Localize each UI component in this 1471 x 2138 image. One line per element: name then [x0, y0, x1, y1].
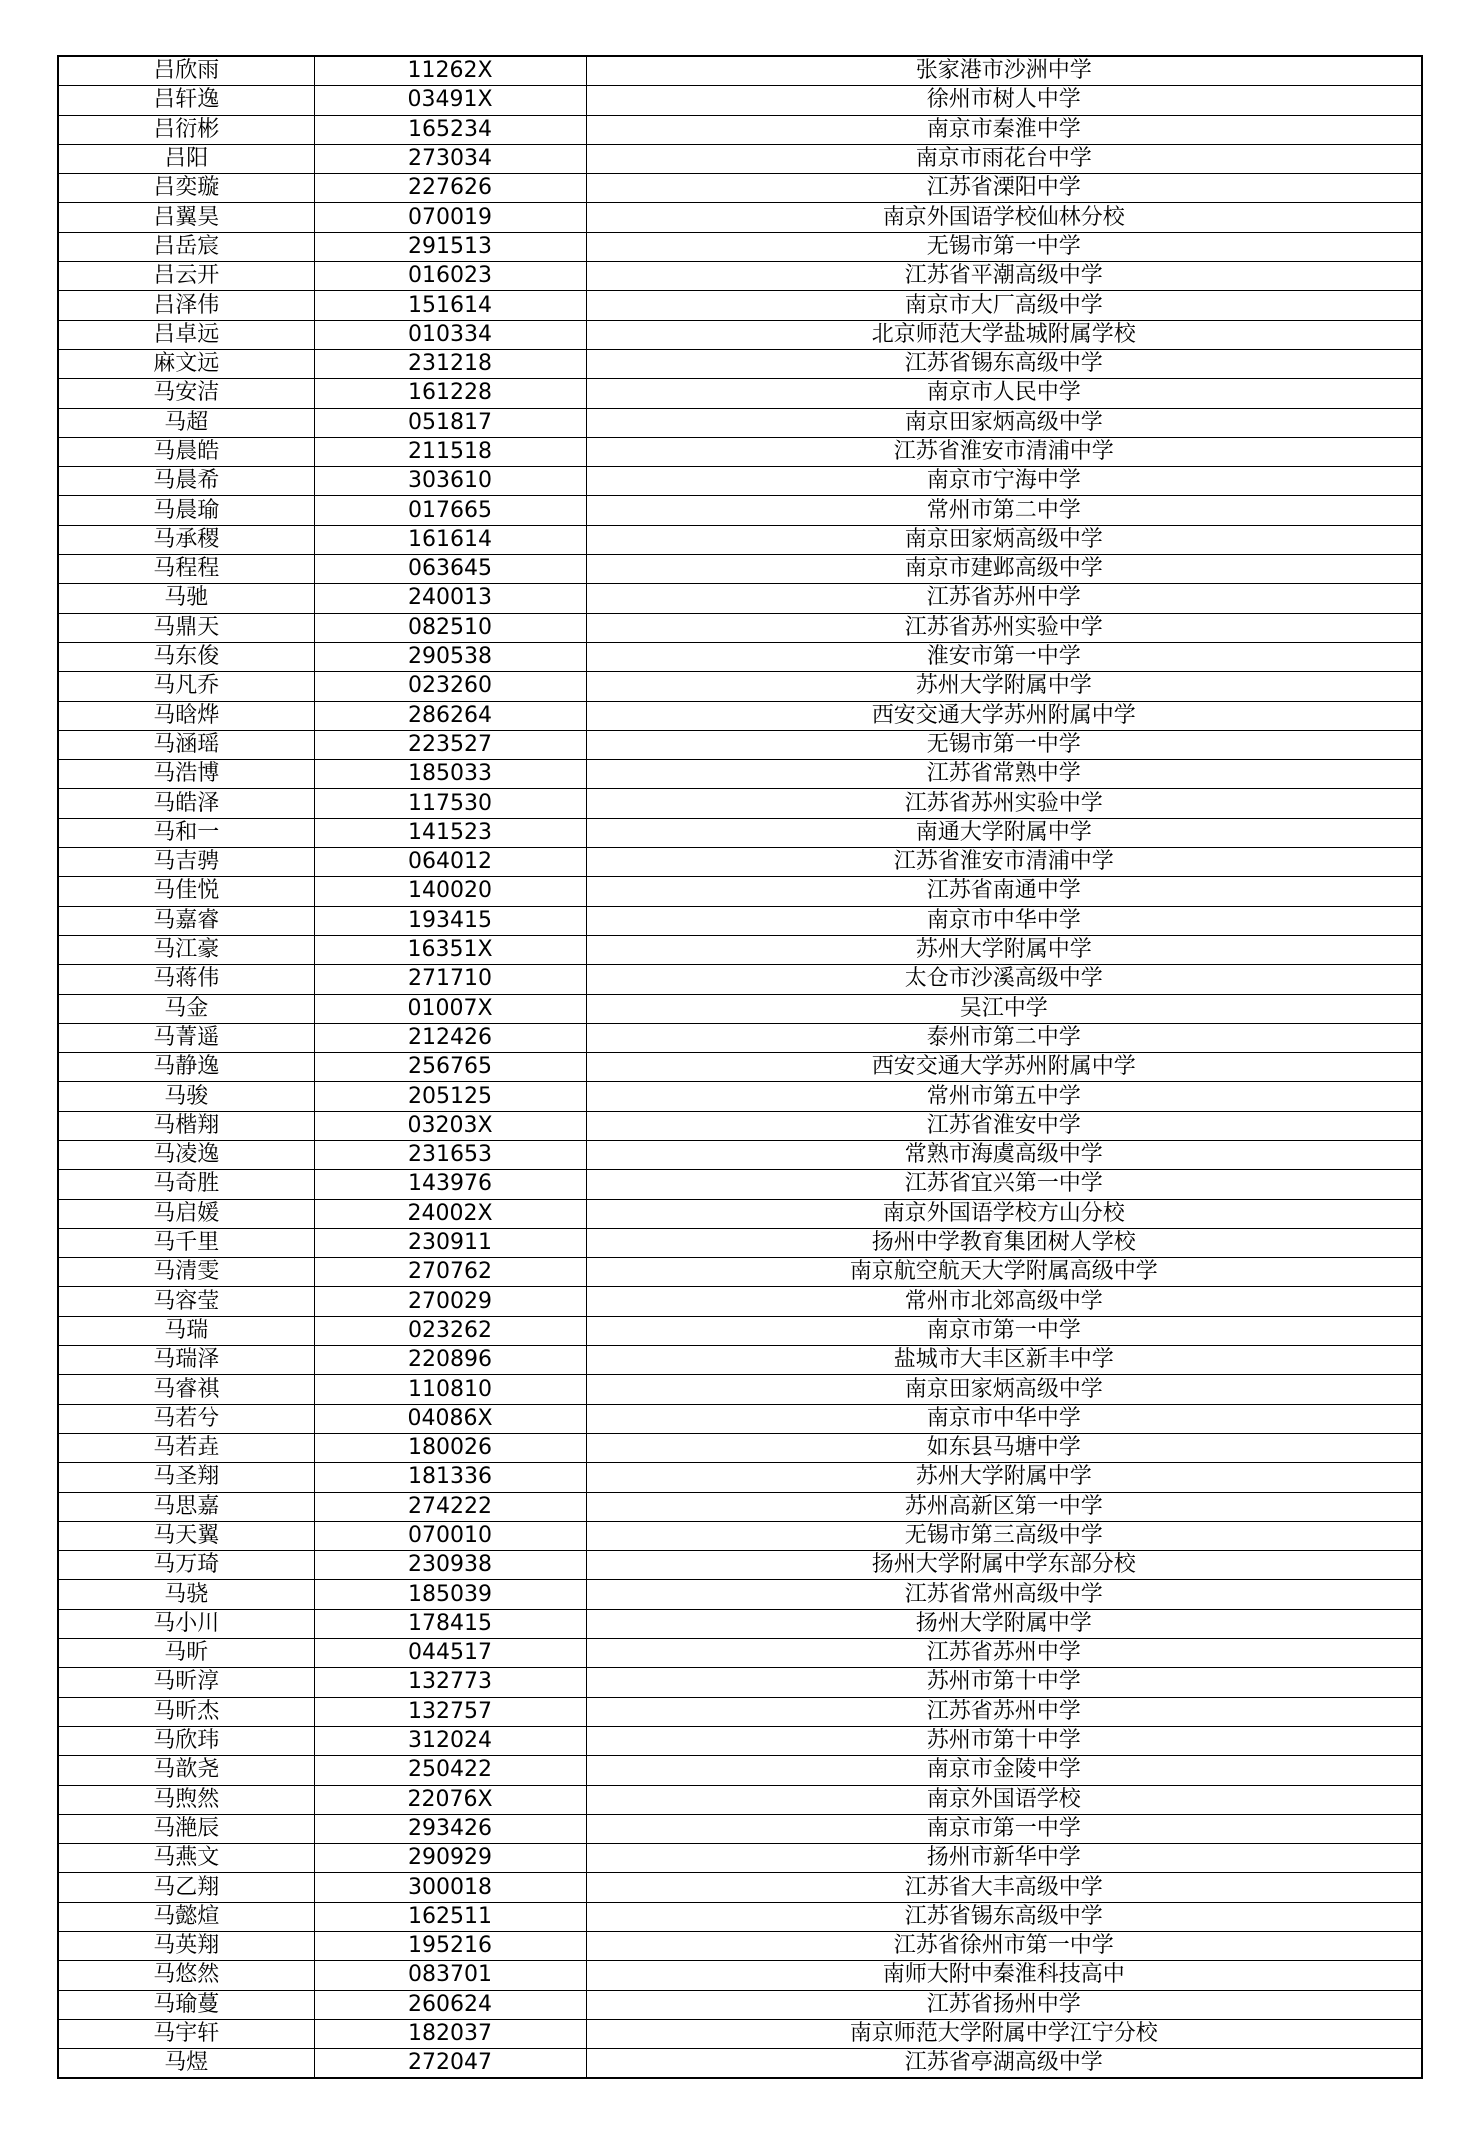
table-row [58, 760, 1422, 789]
student-name-cell: 马静逸 [58, 1053, 314, 1082]
school-name-cell: 苏州大学附属中学 [586, 672, 1422, 701]
id-number-cell: 256765 [314, 1053, 586, 1082]
school-name-cell: 江苏省南通中学 [586, 877, 1422, 906]
school-name-cell: 江苏省宜兴第一中学 [586, 1170, 1422, 1199]
table-row [58, 1844, 1422, 1873]
id-number-cell: 290929 [314, 1844, 586, 1873]
school-name-cell: 如东县马塘中学 [586, 1433, 1422, 1462]
school-name-cell: 江苏省锡东高级中学 [586, 349, 1422, 378]
id-number-cell: 270029 [314, 1287, 586, 1316]
id-number-cell: 044517 [314, 1639, 586, 1668]
table-row [58, 174, 1422, 203]
id-number-cell: 185039 [314, 1580, 586, 1609]
school-name-cell: 南通大学附属中学 [586, 818, 1422, 847]
school-name-cell: 江苏省苏州实验中学 [586, 613, 1422, 642]
school-name-cell: 江苏省苏州中学 [586, 584, 1422, 613]
table-row [58, 1697, 1422, 1726]
school-name-cell: 南京师范大学附属中学江宁分校 [586, 2019, 1422, 2048]
school-name-cell: 南京航空航天大学附属高级中学 [586, 1258, 1422, 1287]
table-row [58, 877, 1422, 906]
school-name-cell: 南京外国语学校 [586, 1785, 1422, 1814]
id-number-cell: 182037 [314, 2019, 586, 2048]
school-name-cell: 苏州大学附属中学 [586, 935, 1422, 964]
student-name-cell: 马吉骋 [58, 848, 314, 877]
student-name-cell: 马程程 [58, 555, 314, 584]
school-name-cell: 淮安市第一中学 [586, 642, 1422, 671]
school-name-cell: 南京市人民中学 [586, 379, 1422, 408]
student-name-cell: 马晨瑜 [58, 496, 314, 525]
school-name-cell: 南京市第一中学 [586, 1814, 1422, 1843]
student-name-cell: 马天翼 [58, 1521, 314, 1550]
student-name-cell: 吕奕璇 [58, 174, 314, 203]
id-number-cell: 303610 [314, 467, 586, 496]
table-row [58, 994, 1422, 1023]
id-number-cell: 016023 [314, 262, 586, 291]
school-name-cell: 江苏省扬州中学 [586, 1990, 1422, 2019]
id-number-cell: 03203X [314, 1111, 586, 1140]
school-name-cell: 南京市大厂高级中学 [586, 291, 1422, 320]
table-row [58, 2019, 1422, 2048]
table-row [58, 1551, 1422, 1580]
roster-table [57, 55, 1423, 2079]
id-number-cell: 273034 [314, 144, 586, 173]
school-name-cell: 江苏省淮安市清浦中学 [586, 437, 1422, 466]
school-name-cell: 南师大附中秦淮科技高中 [586, 1961, 1422, 1990]
table-row [58, 56, 1422, 86]
school-name-cell: 扬州大学附属中学东部分校 [586, 1551, 1422, 1580]
id-number-cell: 212426 [314, 1023, 586, 1052]
student-name-cell: 马欣玮 [58, 1726, 314, 1755]
school-name-cell: 苏州市第十中学 [586, 1668, 1422, 1697]
table-row [58, 672, 1422, 701]
table-row [58, 1287, 1422, 1316]
school-name-cell: 南京市宁海中学 [586, 467, 1422, 496]
id-number-cell: 180026 [314, 1433, 586, 1462]
id-number-cell: 023260 [314, 672, 586, 701]
table-row [58, 1082, 1422, 1111]
table-row [58, 848, 1422, 877]
table-row [58, 1990, 1422, 2019]
id-number-cell: 04086X [314, 1404, 586, 1433]
student-name-cell: 马金 [58, 994, 314, 1023]
id-number-cell: 274222 [314, 1492, 586, 1521]
table-row [58, 203, 1422, 232]
student-name-cell: 马鼎天 [58, 613, 314, 642]
table-row [58, 262, 1422, 291]
student-name-cell: 马煜 [58, 2049, 314, 2079]
id-number-cell: 063645 [314, 555, 586, 584]
id-number-cell: 231218 [314, 349, 586, 378]
table-row [58, 349, 1422, 378]
student-name-cell: 吕泽伟 [58, 291, 314, 320]
student-name-cell: 马嘉睿 [58, 906, 314, 935]
id-number-cell: 064012 [314, 848, 586, 877]
school-name-cell: 南京田家炳高级中学 [586, 408, 1422, 437]
id-number-cell: 162511 [314, 1902, 586, 1931]
student-name-cell: 马若垚 [58, 1433, 314, 1462]
table-row [58, 1111, 1422, 1140]
id-number-cell: 220896 [314, 1346, 586, 1375]
student-name-cell: 马千里 [58, 1228, 314, 1257]
school-name-cell: 江苏省苏州实验中学 [586, 789, 1422, 818]
school-name-cell: 江苏省徐州市第一中学 [586, 1932, 1422, 1961]
student-name-cell: 马瑜蔓 [58, 1990, 314, 2019]
table-row [58, 1228, 1422, 1257]
school-name-cell: 江苏省亭湖高级中学 [586, 2049, 1422, 2079]
school-name-cell: 苏州高新区第一中学 [586, 1492, 1422, 1521]
student-name-cell: 马宇轩 [58, 2019, 314, 2048]
student-name-cell: 马睿祺 [58, 1375, 314, 1404]
school-name-cell: 南京外国语学校方山分校 [586, 1199, 1422, 1228]
table-row [58, 291, 1422, 320]
student-name-cell: 马安洁 [58, 379, 314, 408]
id-number-cell: 293426 [314, 1814, 586, 1843]
table-row [58, 935, 1422, 964]
student-name-cell: 马晨希 [58, 467, 314, 496]
student-name-cell: 马骁 [58, 1580, 314, 1609]
student-name-cell: 马菁遥 [58, 1023, 314, 1052]
student-name-cell: 马凌逸 [58, 1140, 314, 1169]
table-row [58, 906, 1422, 935]
school-name-cell: 南京市金陵中学 [586, 1756, 1422, 1785]
id-number-cell: 286264 [314, 701, 586, 730]
table-row [58, 1668, 1422, 1697]
id-number-cell: 132757 [314, 1697, 586, 1726]
school-name-cell: 常州市北郊高级中学 [586, 1287, 1422, 1316]
id-number-cell: 205125 [314, 1082, 586, 1111]
student-name-cell: 马思嘉 [58, 1492, 314, 1521]
school-name-cell: 江苏省常熟中学 [586, 760, 1422, 789]
table-row [58, 730, 1422, 759]
school-name-cell: 常州市第五中学 [586, 1082, 1422, 1111]
student-name-cell: 马容莹 [58, 1287, 314, 1316]
student-name-cell: 马昕淳 [58, 1668, 314, 1697]
table-row [58, 1609, 1422, 1638]
student-name-cell: 马骏 [58, 1082, 314, 1111]
school-name-cell: 吴江中学 [586, 994, 1422, 1023]
table-row [58, 1346, 1422, 1375]
school-name-cell: 苏州市第十中学 [586, 1726, 1422, 1755]
id-number-cell: 023262 [314, 1316, 586, 1345]
table-row [58, 1580, 1422, 1609]
table-row [58, 555, 1422, 584]
student-name-cell: 马小川 [58, 1609, 314, 1638]
id-number-cell: 240013 [314, 584, 586, 613]
student-name-cell: 吕轩逸 [58, 86, 314, 115]
table-row [58, 320, 1422, 349]
id-number-cell: 227626 [314, 174, 586, 203]
student-name-cell: 吕卓远 [58, 320, 314, 349]
student-name-cell: 马凡乔 [58, 672, 314, 701]
id-number-cell: 270762 [314, 1258, 586, 1287]
table-row [58, 818, 1422, 847]
student-name-cell: 马楷翔 [58, 1111, 314, 1140]
table-row [58, 613, 1422, 642]
id-number-cell: 140020 [314, 877, 586, 906]
table-row [58, 408, 1422, 437]
school-name-cell: 泰州市第二中学 [586, 1023, 1422, 1052]
student-name-cell: 马和一 [58, 818, 314, 847]
school-name-cell: 盐城市大丰区新丰中学 [586, 1346, 1422, 1375]
school-name-cell: 南京外国语学校仙林分校 [586, 203, 1422, 232]
id-number-cell: 082510 [314, 613, 586, 642]
table-row [58, 1316, 1422, 1345]
student-name-cell: 马涵瑶 [58, 730, 314, 759]
school-name-cell: 无锡市第一中学 [586, 232, 1422, 261]
student-name-cell: 马英翔 [58, 1932, 314, 1961]
student-name-cell: 马懿煊 [58, 1902, 314, 1931]
table-row [58, 1140, 1422, 1169]
id-number-cell: 161228 [314, 379, 586, 408]
student-name-cell: 马昕 [58, 1639, 314, 1668]
school-name-cell: 无锡市第三高级中学 [586, 1521, 1422, 1550]
id-number-cell: 051817 [314, 408, 586, 437]
table-row [58, 1726, 1422, 1755]
table-row [58, 144, 1422, 173]
school-name-cell: 苏州大学附属中学 [586, 1463, 1422, 1492]
student-name-cell: 马江豪 [58, 935, 314, 964]
table-row [58, 467, 1422, 496]
student-name-cell: 马超 [58, 408, 314, 437]
student-name-cell: 吕衍彬 [58, 115, 314, 144]
id-number-cell: 03491X [314, 86, 586, 115]
school-name-cell: 常州市第二中学 [586, 496, 1422, 525]
id-number-cell: 010334 [314, 320, 586, 349]
table-row [58, 232, 1422, 261]
id-number-cell: 271710 [314, 965, 586, 994]
id-number-cell: 193415 [314, 906, 586, 935]
student-name-cell: 马乙翔 [58, 1873, 314, 1902]
student-name-cell: 马驰 [58, 584, 314, 613]
table-row [58, 1433, 1422, 1462]
student-name-cell: 马燕文 [58, 1844, 314, 1873]
student-name-cell: 马启媛 [58, 1199, 314, 1228]
table-row [58, 1404, 1422, 1433]
table-row [58, 1492, 1422, 1521]
school-name-cell: 江苏省大丰高级中学 [586, 1873, 1422, 1902]
id-number-cell: 017665 [314, 496, 586, 525]
student-name-cell: 马蒋伟 [58, 965, 314, 994]
table-row [58, 1932, 1422, 1961]
table-row [58, 1814, 1422, 1843]
table-row [58, 584, 1422, 613]
table-row [58, 525, 1422, 554]
student-name-cell: 马瑞 [58, 1316, 314, 1345]
table-row [58, 1961, 1422, 1990]
school-name-cell: 南京市中华中学 [586, 1404, 1422, 1433]
student-name-cell: 马若兮 [58, 1404, 314, 1433]
school-name-cell: 江苏省苏州中学 [586, 1697, 1422, 1726]
student-name-cell: 马浩博 [58, 760, 314, 789]
table-row [58, 496, 1422, 525]
id-number-cell: 290538 [314, 642, 586, 671]
id-number-cell: 16351X [314, 935, 586, 964]
roster-table-body [58, 56, 1422, 2078]
school-name-cell: 江苏省淮安市清浦中学 [586, 848, 1422, 877]
id-number-cell: 300018 [314, 1873, 586, 1902]
student-name-cell: 马煦然 [58, 1785, 314, 1814]
school-name-cell: 扬州大学附属中学 [586, 1609, 1422, 1638]
id-number-cell: 143976 [314, 1170, 586, 1199]
id-number-cell: 250422 [314, 1756, 586, 1785]
table-row [58, 379, 1422, 408]
student-name-cell: 吕阳 [58, 144, 314, 173]
student-name-cell: 麻文远 [58, 349, 314, 378]
id-number-cell: 260624 [314, 1990, 586, 2019]
student-name-cell: 马晨皓 [58, 437, 314, 466]
table-row [58, 1199, 1422, 1228]
school-name-cell: 无锡市第一中学 [586, 730, 1422, 759]
school-name-cell: 江苏省锡东高级中学 [586, 1902, 1422, 1931]
table-row [58, 115, 1422, 144]
table-row [58, 1375, 1422, 1404]
school-name-cell: 江苏省平潮高级中学 [586, 262, 1422, 291]
table-row [58, 1785, 1422, 1814]
school-name-cell: 扬州市新华中学 [586, 1844, 1422, 1873]
id-number-cell: 161614 [314, 525, 586, 554]
student-name-cell: 马皓泽 [58, 789, 314, 818]
table-row [58, 1053, 1422, 1082]
school-name-cell: 江苏省苏州中学 [586, 1639, 1422, 1668]
id-number-cell: 185033 [314, 760, 586, 789]
table-row [58, 2049, 1422, 2079]
table-row [58, 1023, 1422, 1052]
id-number-cell: 01007X [314, 994, 586, 1023]
school-name-cell: 南京市中华中学 [586, 906, 1422, 935]
id-number-cell: 178415 [314, 1609, 586, 1638]
student-name-cell: 马万琦 [58, 1551, 314, 1580]
school-name-cell: 北京师范大学盐城附属学校 [586, 320, 1422, 349]
table-row [58, 1258, 1422, 1287]
table-row [58, 965, 1422, 994]
school-name-cell: 南京市第一中学 [586, 1316, 1422, 1345]
id-number-cell: 231653 [314, 1140, 586, 1169]
id-number-cell: 312024 [314, 1726, 586, 1755]
id-number-cell: 110810 [314, 1375, 586, 1404]
school-name-cell: 张家港市沙洲中学 [586, 56, 1422, 86]
school-name-cell: 南京市秦淮中学 [586, 115, 1422, 144]
id-number-cell: 151614 [314, 291, 586, 320]
id-number-cell: 230911 [314, 1228, 586, 1257]
table-row [58, 642, 1422, 671]
table-row [58, 789, 1422, 818]
table-row [58, 1756, 1422, 1785]
student-name-cell: 吕云开 [58, 262, 314, 291]
student-name-cell: 吕翼昊 [58, 203, 314, 232]
id-number-cell: 230938 [314, 1551, 586, 1580]
school-name-cell: 南京田家炳高级中学 [586, 525, 1422, 554]
student-name-cell: 马清雯 [58, 1258, 314, 1287]
student-name-cell: 吕欣雨 [58, 56, 314, 86]
school-name-cell: 南京田家炳高级中学 [586, 1375, 1422, 1404]
school-name-cell: 南京市建邺高级中学 [586, 555, 1422, 584]
id-number-cell: 165234 [314, 115, 586, 144]
student-name-cell: 马滟辰 [58, 1814, 314, 1843]
id-number-cell: 272047 [314, 2049, 586, 2079]
id-number-cell: 132773 [314, 1668, 586, 1697]
id-number-cell: 195216 [314, 1932, 586, 1961]
table-row [58, 1639, 1422, 1668]
table-row [58, 1170, 1422, 1199]
id-number-cell: 223527 [314, 730, 586, 759]
id-number-cell: 181336 [314, 1463, 586, 1492]
id-number-cell: 117530 [314, 789, 586, 818]
student-name-cell: 吕岳宸 [58, 232, 314, 261]
school-name-cell: 江苏省常州高级中学 [586, 1580, 1422, 1609]
id-number-cell: 24002X [314, 1199, 586, 1228]
id-number-cell: 141523 [314, 818, 586, 847]
student-name-cell: 马悠然 [58, 1961, 314, 1990]
table-row [58, 1463, 1422, 1492]
id-number-cell: 070019 [314, 203, 586, 232]
student-name-cell: 马昕杰 [58, 1697, 314, 1726]
table-row [58, 437, 1422, 466]
id-number-cell: 070010 [314, 1521, 586, 1550]
school-name-cell: 西安交通大学苏州附属中学 [586, 1053, 1422, 1082]
student-name-cell: 马奇胜 [58, 1170, 314, 1199]
school-name-cell: 太仓市沙溪高级中学 [586, 965, 1422, 994]
table-row [58, 1873, 1422, 1902]
id-number-cell: 083701 [314, 1961, 586, 1990]
school-name-cell: 西安交通大学苏州附属中学 [586, 701, 1422, 730]
student-name-cell: 马佳悦 [58, 877, 314, 906]
table-row [58, 701, 1422, 730]
school-name-cell: 常熟市海虞高级中学 [586, 1140, 1422, 1169]
table-row [58, 1521, 1422, 1550]
student-name-cell: 马瑞泽 [58, 1346, 314, 1375]
id-number-cell: 22076X [314, 1785, 586, 1814]
school-name-cell: 江苏省溧阳中学 [586, 174, 1422, 203]
student-name-cell: 马圣翔 [58, 1463, 314, 1492]
school-name-cell: 扬州中学教育集团树人学校 [586, 1228, 1422, 1257]
id-number-cell: 291513 [314, 232, 586, 261]
student-name-cell: 马歆尧 [58, 1756, 314, 1785]
school-name-cell: 徐州市树人中学 [586, 86, 1422, 115]
table-row [58, 86, 1422, 115]
student-name-cell: 马晗烨 [58, 701, 314, 730]
student-name-cell: 马东俊 [58, 642, 314, 671]
student-name-cell: 马承稷 [58, 525, 314, 554]
id-number-cell: 211518 [314, 437, 586, 466]
school-name-cell: 南京市雨花台中学 [586, 144, 1422, 173]
school-name-cell: 江苏省淮安中学 [586, 1111, 1422, 1140]
table-row [58, 1902, 1422, 1931]
id-number-cell: 11262X [314, 56, 586, 86]
